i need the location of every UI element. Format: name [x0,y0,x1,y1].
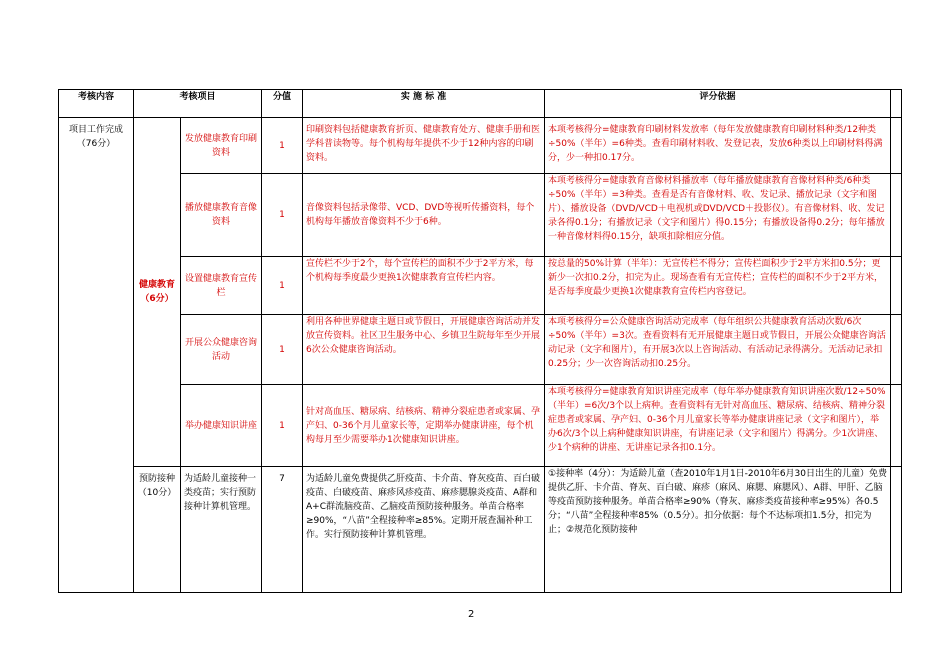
standard-cell: 印刷资料包括健康教育折页、健康教育处方、健康手册和医学科普读物等。每个机构每年提供不少于12种内容的印刷资料。 [303,118,545,174]
standard-cell: 针对高血压、糖尿病、结核病、精神分裂症患者或家属、孕产妇、0-36个月儿童家长等，定期举办健康讲座，每个机构每月至少需要举办1次健康知识讲座。 [303,385,545,467]
score-cell: 1 [262,118,303,174]
standard-cell: 利用各种世界健康主题日或节假日，开展健康咨询活动并发放宣传资料。社区卫生服务中心、乡镇卫生院每年至少开展6次公众健康咨询活动。 [303,315,545,385]
group-score: （6分） [140,294,174,304]
item-cell: 开展公众健康咨询活动 [181,315,262,385]
header-score: 分值 [262,90,303,118]
header-standard: 实 施 标 准 [303,90,545,118]
basis-cell: ①接种率（4分）：为适龄儿童（查2010年1月1日-2010年6月30日出生的儿童）免费提供乙肝、卡介苗、脊灰、百白破、麻疹（麻风、麻腮、麻腮风）、A群、甲肝、乙脑等疫苗预防接种服务。单苗合格率≥90%（脊灰、麻疹类疫苗接种率≥95%）各0.5分；“八苗”全程接种率85%（0.5分）。扣分依据：每个不达标项扣1.5分，扣完为止；②规范化预防接种 [545,467,891,593]
assessment-table [58,89,902,593]
group-name: 健康教育 [138,280,175,290]
extra-cell [891,257,902,315]
basis-cell: 按总量的50%计算（半年）：无宣传栏不得分；宣传栏面积少于2平方米扣0.5分；更新少一次扣0.2分，扣完为止。现场查看有无宣传栏；宣传栏的面积不少于2平方米，是否每季度最少更换1次健康教育宣传栏内容登记。 [545,257,891,315]
score-cell: 1 [262,385,303,467]
header-extra [891,90,902,118]
standard-cell: 宣传栏不少于2个，每个宣传栏的面积不少于2平方米，每个机构每季度最少更换1次健康教育宣传栏内容。 [303,257,545,315]
extra-cell [891,315,902,385]
table-row [59,174,902,257]
score-cell: 1 [262,257,303,315]
table-row [59,257,902,315]
item-cell: 举办健康知识讲座 [181,385,262,467]
item-cell: 发放健康教育印刷资料 [181,118,262,174]
header-row [59,90,902,118]
header-item: 考核项目 [134,90,262,118]
standard-cell: 为适龄儿童免费提供乙肝疫苗、卡介苗、脊灰疫苗、百白破疫苗、白破疫苗、麻疹风疹疫苗、麻疹腮腺炎疫苗、A群和A+C群流脑疫苗、乙脑疫苗预防接种服务。单苗合格率≥90%，“八苗”全程接种率≥85%。定期开展查漏补种工作。实行预防接种计算机管理。 [303,467,545,593]
score-cell: 1 [262,315,303,385]
table-row [59,315,902,385]
item-cell: 播放健康教育音像资料 [181,174,262,257]
immunization-category: 预防接种（10分） [134,467,181,593]
extra-cell [891,385,902,467]
group-health-education [134,118,181,467]
item-cell: 设置健康教育宣传栏 [181,257,262,315]
basis-cell: 本项考核得分=健康教育知识讲座完成率（每年举办健康教育知识讲座次数/12÷50%（半年）=6次/3个以上病种。查看资料有无针对高血压、糖尿病、结核病、精神分裂症患者或家属、孕产妇、0-36个月儿童家长等举办健康讲座记录（文字和图片），举办6次/3个以上病种健康知识讲座，有讲座记录（文字和图片）得满分。少1次讲座、少1个病种的讲座、无讲座记录各扣0.1分。 [545,385,891,467]
item-cell: 为适龄儿童接种一类疫苗；实行预防接种计算机管理。 [181,467,262,593]
category-cell: 项目工作完成（76分） [59,118,134,593]
page-number: 2 [468,609,475,620]
basis-cell: 本项考核得分=健康教育音像材料播放率（每年播放健康教育音像材料种类/6种类÷50%（半年）=3种类。查看是否有音像材料、收、发记录、播放记录（文字和图片）、播放设备（DVD/VCD＋电视机或DVD/VCD＋投影仪）。有音像材料、收、发记录各得0.1分；有播放记录（文字和图片）得0.15分；有播放设备得0.2分；每年播放一种音像材料得0.15分，缺项扣除相应分值。 [545,174,891,257]
extra-cell [891,174,902,257]
score-cell: 1 [262,174,303,257]
basis-cell: 本项考核得分=公众健康咨询活动完成率（每年组织公共健康教育活动次数/6次÷50%（半年）=3次。查看资料有无开展健康主题日或节假日，开展公众健康咨询活动记录（文字和图片），有开展3次以上咨询活动、有活动记录得满分。无活动记录扣0.25分；少一次咨询活动扣0.25分。 [545,315,891,385]
basis-cell: 本项考核得分=健康教育印刷材料发放率（每年发放健康教育印刷材料种类/12种类÷50%（半年）=6种类。查看印刷材料收、发登记表，发放6种类以上印刷材料得满分，少一种扣0.17分。 [545,118,891,174]
table-row [59,118,902,174]
extra-cell [891,118,902,174]
header-category: 考核内容 [59,90,134,118]
score-cell: 7 [262,467,303,593]
standard-cell: 音像资料包括录像带、VCD、DVD等视听传播资料，每个机构每年播放音像资料不少于6种。 [303,174,545,257]
extra-cell [891,467,902,593]
table-row [59,385,902,467]
header-basis: 评分依据 [545,90,891,118]
table-row [59,467,902,593]
